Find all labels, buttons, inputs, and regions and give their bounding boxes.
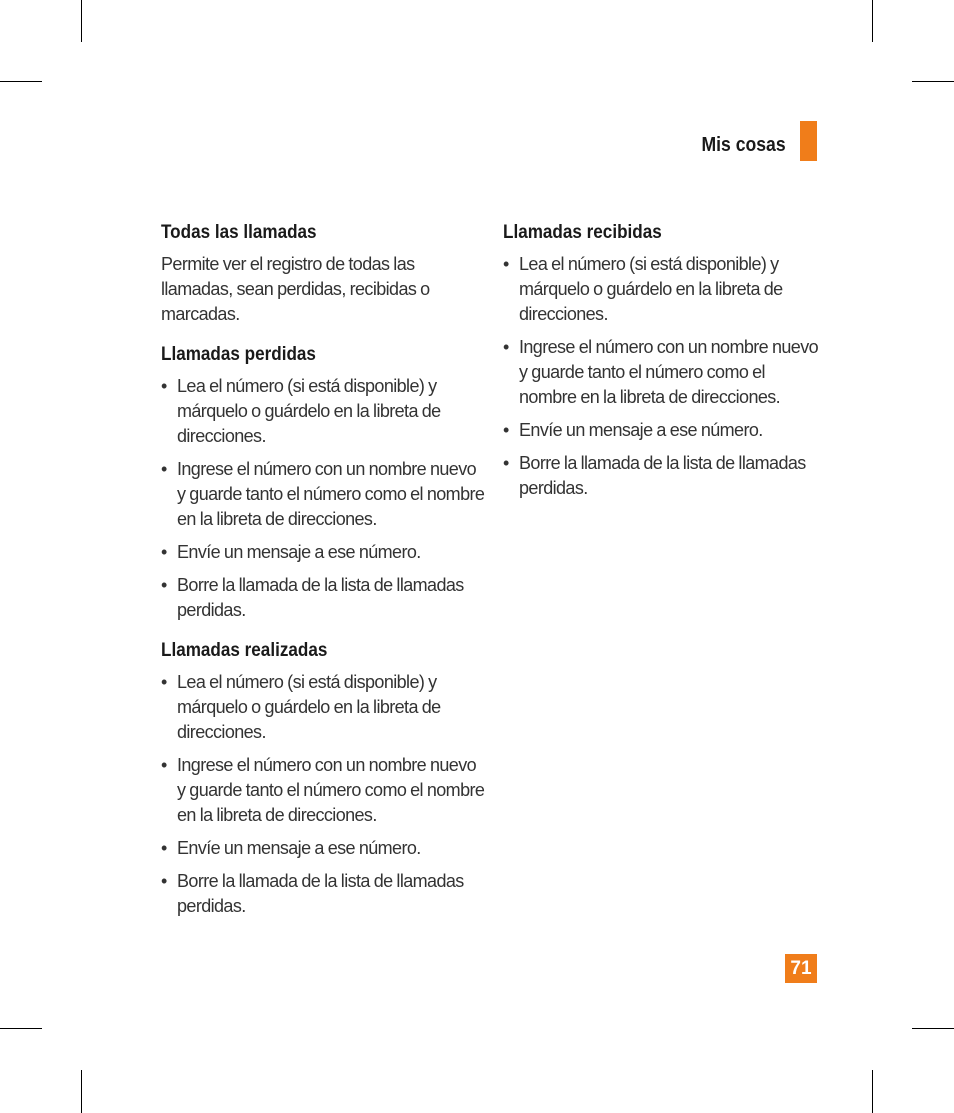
bullet-icon: •	[161, 376, 167, 396]
bullet-icon: •	[503, 420, 509, 440]
page-number: 71	[785, 954, 817, 983]
crop-mark	[0, 81, 42, 82]
crop-mark	[81, 1070, 82, 1113]
list-item-text: Borre la llamada de la lista de llamadas perdidas.	[177, 871, 464, 916]
bullet-icon: •	[161, 575, 167, 595]
list-item	[503, 418, 823, 443]
section-todas-las-llamadas	[161, 219, 486, 327]
section-paragraph: Permite ver el registro de todas las llamadas, sean perdidas, recibidas o marcadas.	[161, 254, 430, 324]
crop-mark	[872, 0, 873, 42]
crop-mark	[81, 0, 82, 42]
right-column	[503, 219, 823, 509]
list-item	[161, 573, 486, 623]
bullet-list	[161, 670, 486, 919]
list-item	[161, 457, 486, 532]
bullet-icon: •	[161, 459, 167, 479]
list-item-text: Borre la llamada de la lista de llamadas perdidas.	[519, 453, 806, 498]
list-item-text: Lea el número (si está disponible) y márquelo o guárdelo en la libreta de direcciones.	[177, 376, 441, 446]
section-heading: Llamadas realizadas	[161, 640, 328, 661]
list-item	[503, 451, 823, 501]
bullet-icon: •	[161, 871, 167, 891]
list-item-text: Borre la llamada de la lista de llamadas perdidas.	[177, 575, 464, 620]
section-llamadas-realizadas	[161, 637, 486, 919]
section-tab-marker	[800, 121, 817, 161]
list-item	[161, 836, 486, 861]
list-item-text: Envíe un mensaje a ese número.	[519, 420, 763, 440]
section-heading: Todas las llamadas	[161, 222, 317, 243]
list-item	[161, 753, 486, 828]
list-item-text: Envíe un mensaje a ese número.	[177, 542, 421, 562]
list-item-text: Envíe un mensaje a ese número.	[177, 838, 421, 858]
bullet-icon: •	[161, 542, 167, 562]
section-heading: Llamadas recibidas	[503, 222, 662, 243]
list-item	[161, 670, 486, 745]
crop-mark	[912, 81, 954, 82]
bullet-list	[503, 252, 823, 501]
bullet-list	[161, 374, 486, 623]
section-heading: Llamadas perdidas	[161, 344, 316, 365]
page-section-title: Mis cosas	[701, 134, 786, 156]
list-item-text: Lea el número (si está disponible) y márquelo o guárdelo en la libreta de direcciones.	[177, 672, 441, 742]
bullet-icon: •	[161, 755, 167, 775]
bullet-icon: •	[503, 254, 509, 274]
section-llamadas-recibidas	[503, 219, 823, 501]
list-item	[503, 335, 823, 410]
list-item	[161, 869, 486, 919]
list-item-text: Ingrese el número con un nombre nuevo y guarde tanto el número como el nombre en la libreta de direcciones.	[177, 755, 485, 825]
crop-mark	[912, 1028, 954, 1029]
bullet-icon: •	[503, 337, 509, 357]
list-item-text: Ingrese el número con un nombre nuevo y guarde tanto el número como el nombre en la libreta de direcciones.	[519, 337, 819, 407]
section-llamadas-perdidas	[161, 341, 486, 623]
bullet-icon: •	[161, 838, 167, 858]
crop-mark	[872, 1070, 873, 1113]
list-item-text: Lea el número (si está disponible) y márquelo o guárdelo en la libreta de direcciones.	[519, 254, 783, 324]
bullet-icon: •	[161, 672, 167, 692]
bullet-icon: •	[503, 453, 509, 473]
crop-mark	[0, 1028, 42, 1029]
list-item	[503, 252, 823, 327]
list-item	[161, 374, 486, 449]
list-item	[161, 540, 486, 565]
left-column	[161, 219, 486, 927]
list-item-text: Ingrese el número con un nombre nuevo y guarde tanto el número como el nombre en la libreta de direcciones.	[177, 459, 485, 529]
